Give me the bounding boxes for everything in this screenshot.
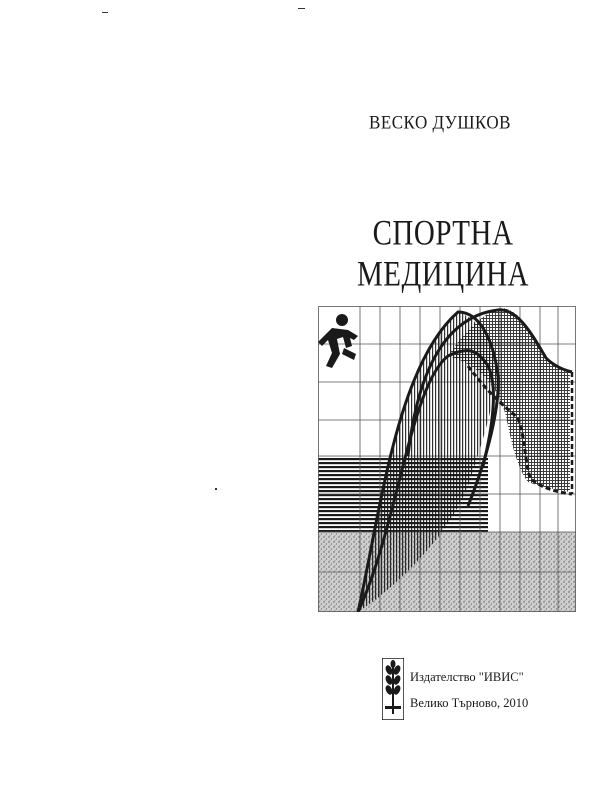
- publisher-city-year: Велико Търново, 2010: [410, 696, 529, 710]
- scan-mark-top-right: [298, 8, 305, 9]
- runner-icon: [318, 314, 358, 368]
- scan-mark-top-left: [102, 12, 108, 13]
- publisher-name: Издателство "ИВИС": [410, 670, 524, 684]
- wheat-logo-icon: [382, 658, 404, 720]
- cover-art: [318, 306, 576, 612]
- book-title: СПОРТНА МЕДИЦИНА: [357, 213, 529, 295]
- publisher-block: [410, 664, 550, 716]
- author-name: ВЕСКО ДУШКОВ: [368, 112, 512, 133]
- scan-mark-dot: [215, 488, 217, 490]
